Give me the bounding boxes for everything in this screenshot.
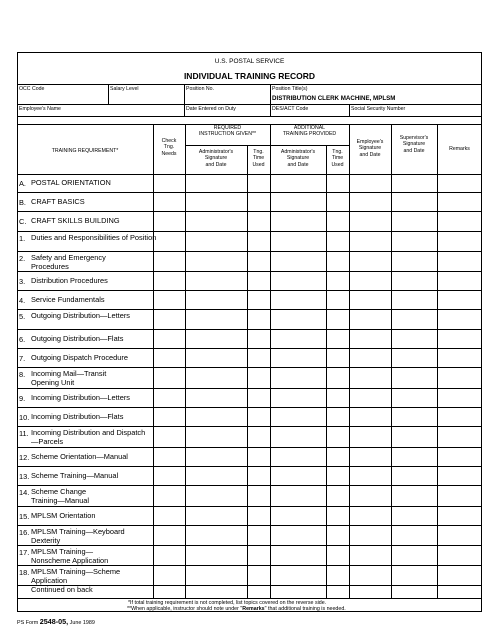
divider bbox=[17, 598, 482, 599]
list-item: 3. Distribution Procedures bbox=[17, 272, 482, 291]
form-identifier bbox=[17, 617, 95, 626]
employee-signature-header: Employee's Signature and Date bbox=[356, 139, 384, 158]
admin-signature-header: Administrator's Signature and Date bbox=[280, 149, 316, 168]
divider bbox=[17, 84, 482, 85]
divider bbox=[184, 84, 185, 116]
list-item: 11. Incoming Distribution and Dispatch—Parcels bbox=[17, 427, 482, 448]
tng-time-used-header: Tng. Time Used bbox=[252, 149, 265, 168]
salary-level-label: Salary Level bbox=[110, 86, 139, 92]
list-item: 13. Scheme Training—Manual bbox=[17, 467, 482, 486]
divider bbox=[17, 124, 482, 125]
divider bbox=[108, 84, 109, 104]
list-item: 6. Outgoing Distribution—Flats bbox=[17, 330, 482, 349]
position-titles-label: Position Title(s) bbox=[272, 86, 308, 92]
remarks-header: Remarks bbox=[449, 146, 470, 152]
ssn-label: Social Security Number bbox=[351, 106, 406, 112]
footnote-text: " that additional training is needed. bbox=[264, 606, 346, 612]
divider bbox=[185, 145, 349, 146]
agency-name: U.S. POSTAL SERVICE bbox=[214, 58, 285, 65]
position-no-label: Position No. bbox=[186, 86, 214, 92]
list-item: B. CRAFT BASICS bbox=[17, 193, 482, 212]
position-title-value: DISTRIBUTION CLERK MACHINE, MPLSM bbox=[272, 95, 396, 102]
divider bbox=[17, 174, 482, 175]
required-instruction-header: REQUIRED INSTRUCTION GIVEN** bbox=[198, 125, 257, 138]
divider bbox=[17, 104, 482, 105]
list-item: 16. MPLSM Training—Keyboard Dexterity bbox=[17, 526, 482, 546]
list-item: Continued on back bbox=[31, 585, 93, 594]
list-item: 12. Scheme Orientation—Manual bbox=[17, 448, 482, 467]
form-title: INDIVIDUAL TRAINING RECORD bbox=[183, 71, 316, 81]
list-item: 14. Scheme Change Training—Manual bbox=[17, 486, 482, 507]
list-item: 17. MPLSM Training—Nonscheme Application bbox=[17, 546, 482, 566]
list-item: 9. Incoming Distribution—Letters bbox=[17, 389, 482, 408]
list-item: 5. Outgoing Distribution—Letters bbox=[17, 310, 482, 330]
additional-training-header: ADDITIONAL TRAINING PROVIDED bbox=[282, 125, 337, 138]
list-item: 18. MPLSM Training—Scheme Application bbox=[17, 566, 482, 586]
occ-code-label: OCC Code bbox=[19, 86, 45, 92]
supervisor-signature-header: Supervisor's Signature and Date bbox=[399, 135, 429, 154]
list-item: 15. MPLSM Orientation bbox=[17, 507, 482, 526]
divider bbox=[349, 104, 350, 116]
form-number-prefix: PS Form bbox=[17, 620, 39, 626]
des-act-label: DES/ACT Code bbox=[272, 106, 309, 112]
employee-name-label: Employee's Name bbox=[19, 106, 61, 112]
training-requirement-header: TRAINING REQUIREMENT* bbox=[51, 148, 119, 154]
footnote-text: **When applicable, instructor should note under " bbox=[127, 606, 243, 612]
list-item: A. POSTAL ORIENTATION bbox=[17, 174, 482, 193]
list-item: 7. Outgoing Dispatch Procedure bbox=[17, 349, 482, 368]
list-item: 1. Duties and Responsibilities of Position bbox=[17, 232, 482, 252]
list-item: 4. Service Fundamentals bbox=[17, 291, 482, 310]
list-item: 8. Incoming Mail—Transit Opening Unit bbox=[17, 368, 482, 389]
footnote-text: Remarks bbox=[242, 606, 265, 612]
form-date: June 1989 bbox=[69, 620, 95, 626]
list-item: 2. Safety and Emergency Procedures bbox=[17, 252, 482, 272]
admin-signature-header: Administrator's Signature and Date bbox=[198, 149, 234, 168]
divider bbox=[17, 116, 482, 117]
check-tng-needs-header: Check Tng. Needs bbox=[161, 138, 177, 157]
footnote: *If total training requirement is not completed, list topics covered on the reverse side. bbox=[128, 600, 327, 606]
footnote bbox=[127, 606, 346, 612]
list-item: C. CRAFT SKILLS BUILDING bbox=[17, 212, 482, 232]
tng-time-used-header: Tng. Time Used bbox=[331, 149, 344, 168]
divider bbox=[270, 84, 271, 116]
date-entered-label: Date Entered on Duty bbox=[186, 106, 236, 112]
form-number: 2548-05, bbox=[39, 617, 69, 626]
list-item: 10. Incoming Distribution—Flats bbox=[17, 408, 482, 427]
